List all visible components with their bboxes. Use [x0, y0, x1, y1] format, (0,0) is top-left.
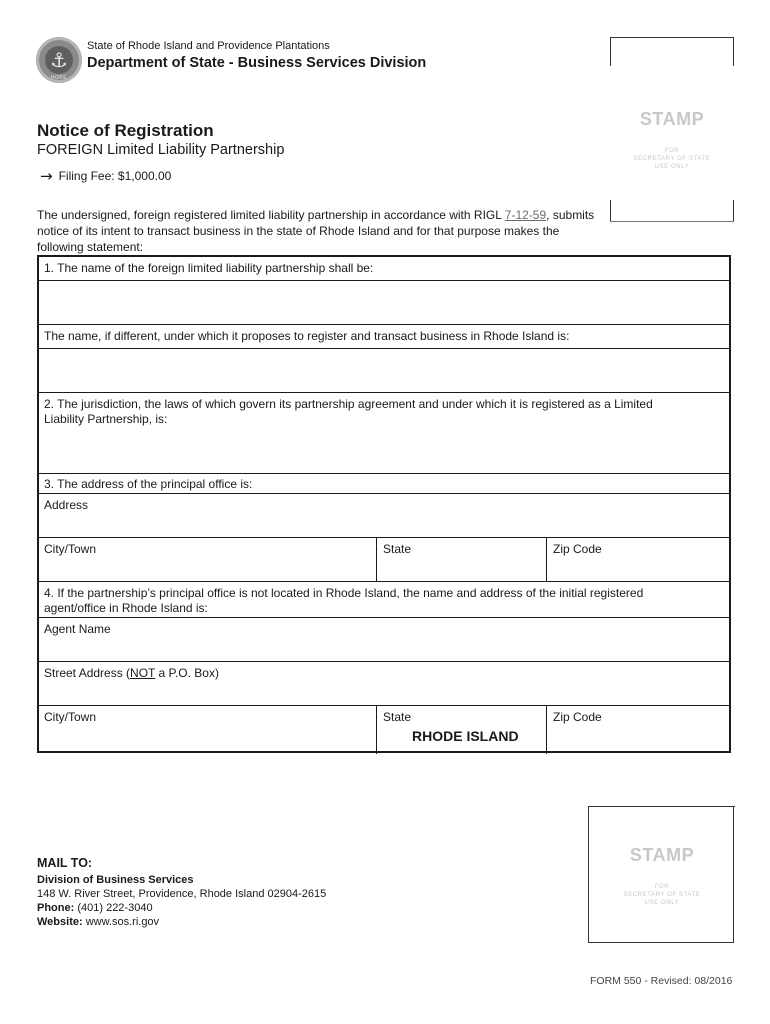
mail-to-heading: MAIL TO:	[37, 856, 93, 870]
division-name: Division of Business Services	[37, 874, 194, 886]
phone-line: Phone: (401) 222-3040	[37, 902, 153, 914]
question-2-label: 2. The jurisdiction, the laws of which govern its partnership agreement and under which it is registered as a Limited Liability Partnership, is:	[44, 397, 653, 426]
statute-link[interactable]: 7-12-59	[504, 208, 547, 222]
intro-text-end: , submits notice of its intent to transact business in the state of Rhode Island and for that purpose makes the following statement:	[37, 208, 595, 254]
street-address-field[interactable]	[39, 661, 729, 705]
stamp-label: STAMP	[639, 109, 705, 129]
alt-name-field[interactable]	[39, 348, 729, 392]
filing-fee	[40, 166, 171, 184]
stamp-box-bottom	[588, 806, 734, 943]
arrow-right-icon: →	[40, 167, 53, 185]
intro-text: The undersigned, foreign registered limited liability partnership in accordance with RIGL	[37, 208, 505, 222]
city-label: City/Town	[44, 542, 97, 556]
state-seal-logo	[36, 37, 82, 83]
stamp-note-bottom-line2: SECRETARY OF STATE	[623, 892, 701, 898]
agent-city-label: City/Town	[44, 710, 97, 724]
page-title: Notice of Registration	[37, 121, 214, 140]
alt-name-label: The name, if different, under which it proposes to register and transact business in Rhode Island is:	[44, 329, 570, 343]
address-label: Address	[44, 498, 89, 512]
agent-state-value: RHODE ISLAND	[412, 728, 519, 744]
agent-zip-label: Zip Code	[553, 710, 602, 724]
form-type: FOREIGN Limited Liability Partnership	[37, 142, 285, 158]
question-3-label: 3. The address of the principal office is:	[44, 477, 253, 491]
stamp-note-bottom-line3: USE ONLY	[644, 900, 680, 906]
stamp-note-line2: SECRETARY OF STATE	[633, 156, 711, 162]
question-4-row	[39, 581, 729, 617]
street-address-label: Street Address (NOT a P.O. Box)	[44, 666, 219, 680]
question-4-label: 4. If the partnership’s principal office is not located in Rhode Island, the name and address of the initial registered agent/office in Rhode Island is:	[44, 586, 644, 615]
state-label: State	[383, 542, 412, 556]
anchor-icon: ⚓	[45, 46, 73, 74]
street-line: 148 W. River Street, Providence, Rhode Island 02904-2615	[37, 888, 327, 900]
department-name: Department of State - Business Services Division	[87, 55, 427, 71]
stamp-note-line3: USE ONLY	[654, 164, 690, 170]
agent-city-state-zip-row	[39, 705, 729, 753]
stamp-note-line1: FOR	[664, 148, 680, 154]
seal-text: HOPE	[50, 75, 68, 81]
partnership-name-field[interactable]	[39, 280, 729, 324]
question-1-label: 1. The name of the foreign limited liability partnership shall be:	[44, 261, 374, 275]
address-field[interactable]	[39, 493, 729, 537]
zip-label: Zip Code	[553, 542, 602, 556]
registration-form	[37, 255, 731, 753]
city-state-zip-row	[39, 537, 729, 581]
mailing-address	[37, 873, 326, 929]
state-name: State of Rhode Island and Providence Plantations	[87, 40, 330, 52]
agent-state-label: State	[383, 710, 412, 724]
agent-name-label: Agent Name	[44, 622, 111, 636]
question-3-row	[39, 473, 729, 493]
alt-name-label-row	[39, 324, 729, 348]
website-line: Website: www.sos.ri.gov	[37, 916, 160, 928]
filing-fee-text: Filing Fee: $1,000.00	[58, 169, 172, 183]
jurisdiction-field[interactable]	[39, 392, 729, 473]
stamp-label-bottom: STAMP	[629, 845, 695, 865]
intro-paragraph	[37, 207, 597, 255]
agent-name-field[interactable]	[39, 617, 729, 661]
form-number: FORM 550 - Revised: 08/2016	[590, 975, 733, 987]
stamp-box-top	[610, 37, 734, 222]
stamp-note-bottom-line1: FOR	[654, 884, 670, 890]
